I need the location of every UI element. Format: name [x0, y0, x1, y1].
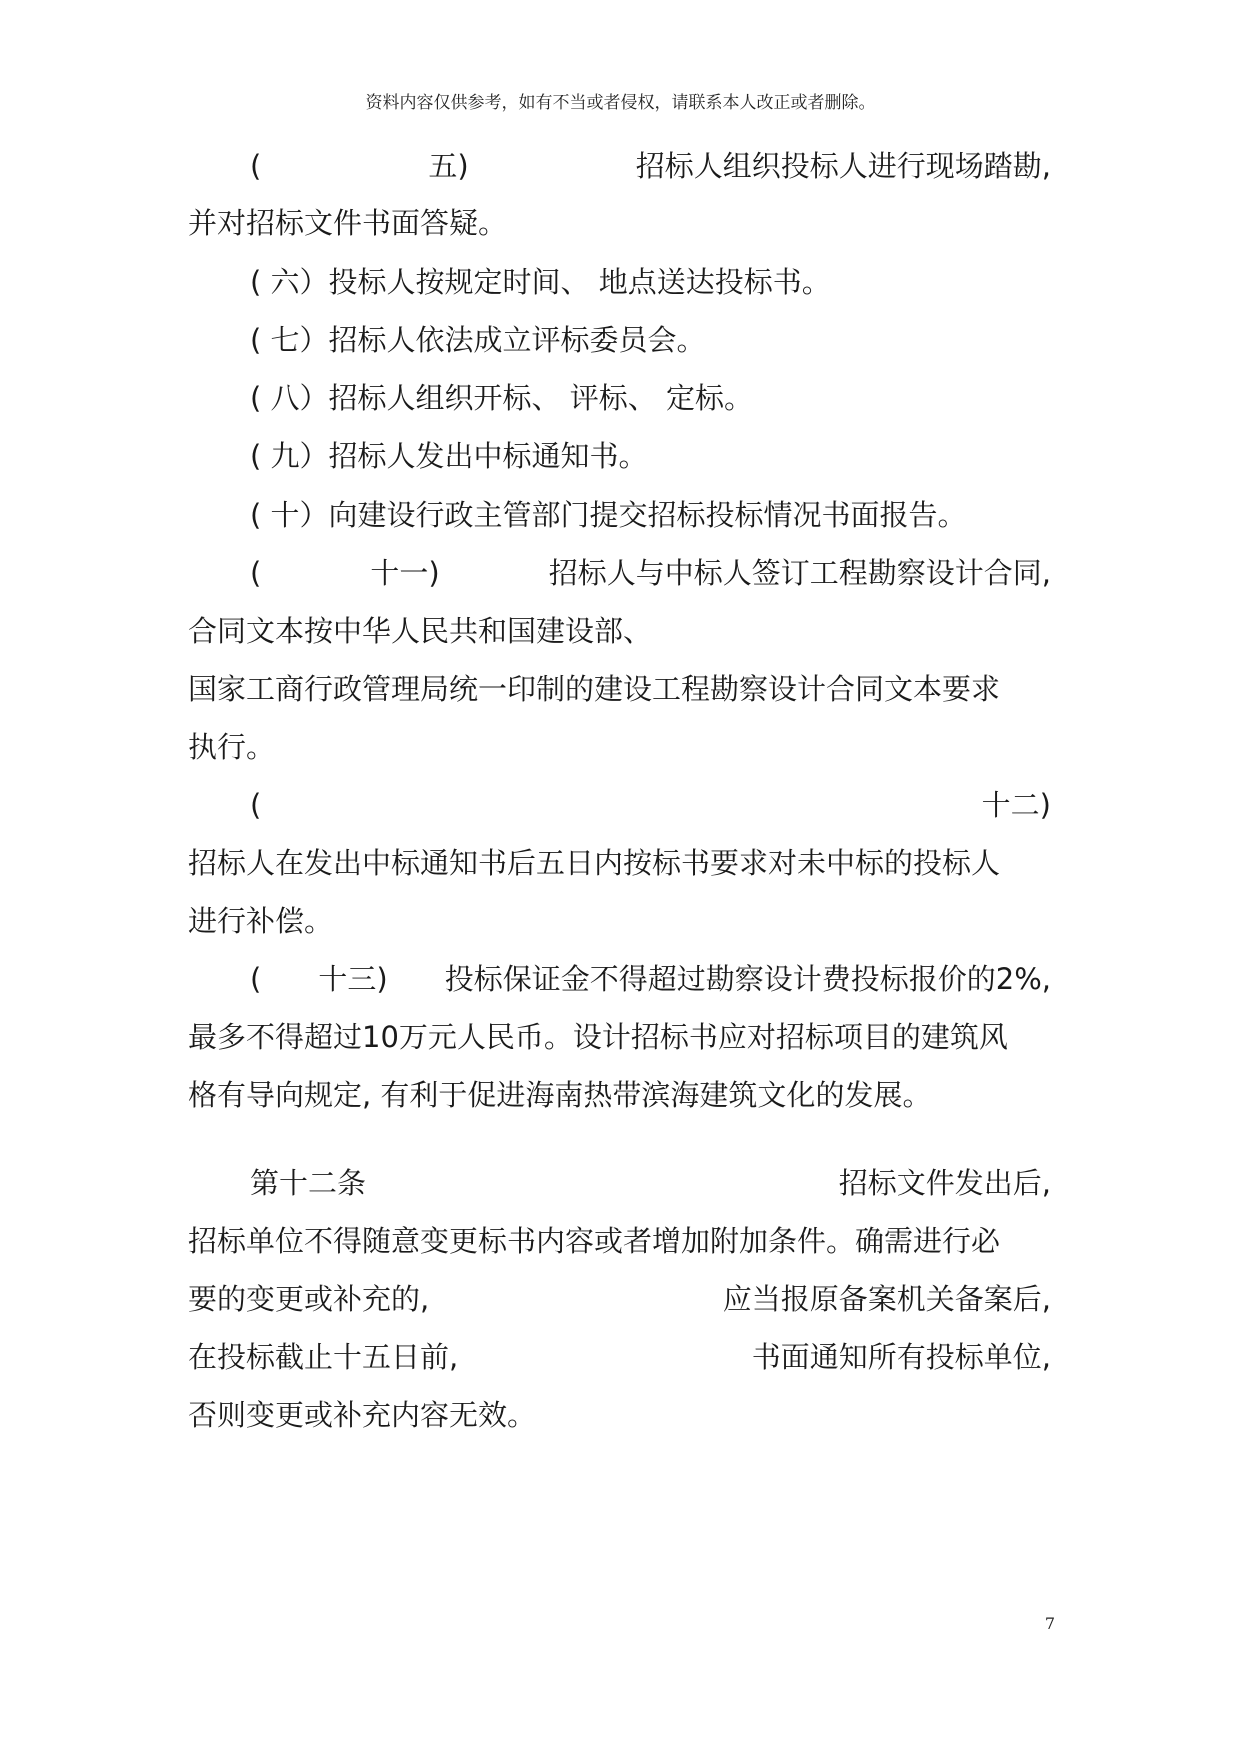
article-12-line-3 — [188, 1279, 1051, 1319]
item-12-open-paren: ( — [250, 788, 262, 822]
item-9: ( 九）招标人发出中标通知书。 — [250, 439, 648, 473]
item-10: ( 十）向建设行政主管部门提交招标投标情况书面报告。 — [250, 498, 967, 532]
item-12-line-2: 招标人在发出中标通知书后五日内按标书要求对未中标的投标人 — [188, 846, 1001, 880]
item-11-line-4: 执行。 — [188, 730, 276, 764]
article-12-line-4-end: 书面通知所有投标单位, — [751, 1340, 1051, 1374]
item-5-open-paren: ( — [250, 149, 262, 183]
page-number: 7 — [1044, 1614, 1055, 1633]
item-12-line-1 — [250, 785, 1051, 825]
article-12-line-1 — [250, 1163, 1051, 1203]
item-5-text: 招标人组织投标人进行现场踏勘, — [635, 149, 1051, 183]
item-11-line-1 — [250, 553, 1051, 593]
item-12-line-3: 进行补偿。 — [188, 904, 334, 938]
item-6: ( 六）投标人按规定时间、 地点送达投标书。 — [250, 265, 831, 299]
item-13-number: 十三) — [318, 962, 388, 996]
article-12-line-4 — [188, 1337, 1051, 1377]
article-12-line-2: 招标单位不得随意变更标书内容或者增加附加条件。确需进行必 — [188, 1224, 1001, 1258]
item-11-number: 十一) — [370, 556, 440, 590]
item-5-line-1 — [250, 146, 1051, 186]
item-8: ( 八）招标人组织开标、 评标、 定标。 — [250, 381, 753, 415]
item-5-line-2: 并对招标文件书面答疑。 — [188, 206, 508, 240]
item-11-text: 招标人与中标人签订工程勘察设计合同, — [548, 556, 1051, 590]
article-12-line-1-end: 招标文件发出后, — [838, 1166, 1051, 1200]
article-12-line-3-start: 要的变更或补充的, — [188, 1282, 430, 1316]
article-12-title: 第十二条 — [250, 1166, 367, 1200]
item-13-line-2: 最多不得超过10万元人民币。设计招标书应对招标项目的建筑风 — [188, 1020, 1008, 1054]
article-12-line-3-end: 应当报原备案机关备案后, — [722, 1282, 1051, 1316]
article-12-line-4-start: 在投标截止十五日前, — [188, 1340, 459, 1374]
item-12-number: 十二) — [981, 788, 1051, 822]
article-12-line-5: 否则变更或补充内容无效。 — [188, 1398, 537, 1432]
item-13-open-paren: ( — [250, 962, 262, 996]
item-13-text: 投标保证金不得超过勘察设计费投标报价的2%, — [444, 962, 1051, 996]
item-7: ( 七）招标人依法成立评标委员会。 — [250, 323, 706, 357]
item-11-open-paren: ( — [250, 556, 262, 590]
item-13-line-3: 格有导向规定, 有利于促进海南热带滨海建筑文化的发展。 — [188, 1078, 932, 1112]
disclaimer-header: 资料内容仅供参考，如有不当或者侵权，请联系本人改正或者删除。 — [365, 93, 876, 113]
item-11-line-3: 国家工商行政管理局统一印制的建设工程勘察设计合同文本要求 — [188, 672, 1001, 706]
item-11-line-2: 合同文本按中华人民共和国建设部、 — [188, 614, 653, 648]
item-13-line-1 — [250, 959, 1051, 999]
item-5-number: 五) — [428, 149, 469, 183]
